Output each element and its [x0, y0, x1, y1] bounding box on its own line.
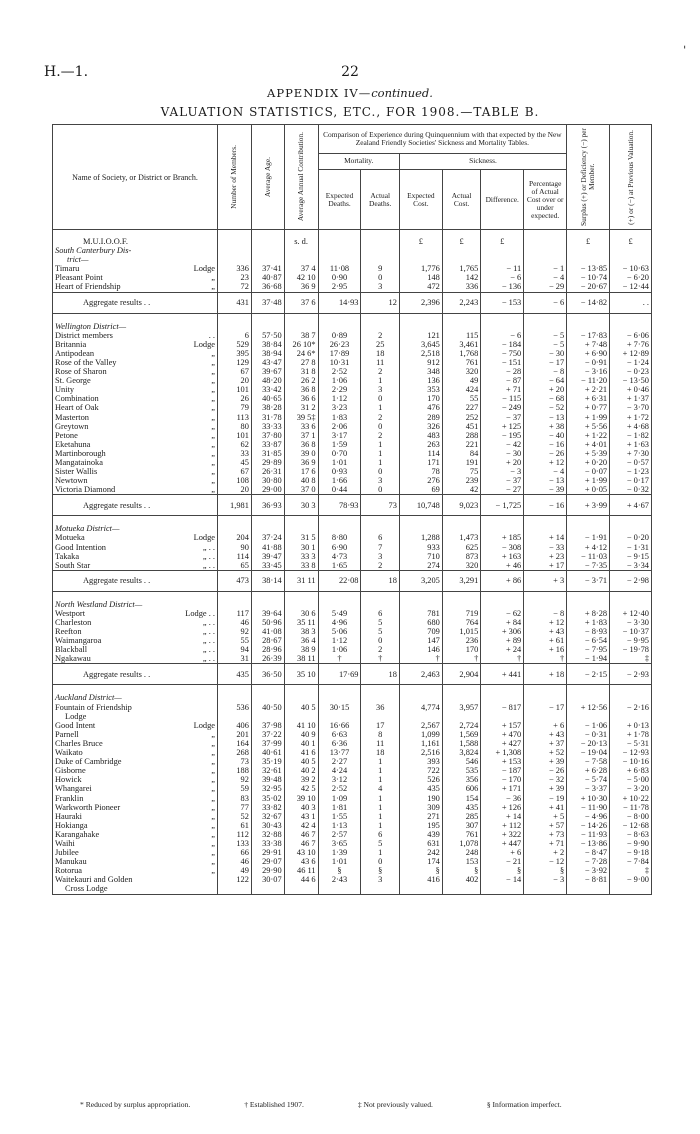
table-row: Sister Wallis „ 67 26·31 17 6 0·93 0 78 75 − 3 − 4 − 0·07 − 1·23 — [53, 467, 652, 476]
table-row: Howick „ 92 39·48 39 2 3·12 1 526 356 − 170 − 32 − 5·74 − 5·00 — [53, 775, 652, 784]
district-heading: Wellington District— — [53, 322, 652, 331]
table-row: Parnell „ 201 37·22 40 9 6·63 8 1,099 1,569 + 470 + 43 − 0·31 + 1·78 — [53, 730, 652, 739]
mortality-header: Mortality. — [318, 153, 399, 170]
table-row: Charleston „ . . 46 50·96 35 11 4·96 5 680 764 + 84 + 12 + 1·83 − 3·30 — [53, 618, 652, 627]
table-row: Britannia Lodge 529 38·84 26 10* 26·23 25 3,645 3,461 − 184 − 5 + 7·48 + 7·76 — [53, 340, 652, 349]
aggregate-row: Aggregate results . . 435 36·50 35 10 17·69 18 2,463 2,904 + 441 + 18 − 2·15 − 2·93 — [53, 664, 652, 685]
table-row: Rose of Sharon „ 67 39·67 31 8 2·52 2 348 320 − 28 − 8 − 3·16 − 0·23 — [53, 367, 652, 376]
table-row: Hauraki „ 52 32·67 43 1 1·55 1 271 285 + 14 + 5 − 4·96 − 8·00 — [53, 812, 652, 821]
footnote: ‡ Not previously valued. — [357, 1100, 433, 1109]
table-row: Waikato „ 268 40·61 41 6 13·77 18 2,516 3,824 + 1,308 + 52 − 19·04 − 12·93 — [53, 748, 652, 757]
footnote: * Reduced by surplus appropriation. — [80, 1100, 191, 1109]
table-row: Petone „ 101 37·80 37 1 3·17 2 483 288 − 195 − 40 + 1·22 − 1·82 — [53, 431, 652, 440]
district-heading: Motueka District— — [53, 524, 652, 533]
table-row: Whangarei „ 59 32·95 42 5 2·52 4 435 606 + 171 + 39 − 3·37 − 3·20 — [53, 784, 652, 793]
table-row: Charles Bruce „ 164 37·99 40 1 6·36 11 1,161 1,588 + 427 + 37 − 20·13 − 5·31 — [53, 739, 652, 748]
table-row: Fountain of Friendship 536 40·50 40 5 30·15 36 4,774 3,957 − 817 − 17 + 12·56 − 2·16 — [53, 703, 652, 712]
col-name-header: Name of Society, or District or Branch. — [53, 125, 218, 230]
table-row: Good Intention „ . . 90 41·88 30 1 6·90 7 933 625 − 308 − 33 + 4·12 − 1·31 — [53, 543, 652, 552]
page-number: 22 — [341, 64, 359, 80]
table-row: Eketahuna „ 62 33·87 36 8 1·59 1 263 221 − 42 − 16 + 4·01 + 1·63 — [53, 440, 652, 449]
table-row: Antipodean „ 395 38·94 24 6* 17·89 18 2,518 1,768 − 750 − 30 + 6·90 + 12·89 — [53, 349, 652, 358]
table-title: VALUATION STATISTICS, ETC., FOR 1908.—TABLE B. — [160, 105, 540, 119]
table-row: Warkworth Pioneer „ 77 33·82 40 3 1·81 1 309 435 + 126 + 41 − 11·90 − 11·78 — [53, 803, 652, 812]
footnote: § Information imperfect. — [486, 1100, 562, 1109]
units-row: M.U.I.O.O.F. s. d. £ £ £ £ £ — [53, 237, 652, 246]
table-row: Karangahake „ 112 32·88 46 7 2·57 6 439 761 + 322 + 73 − 11·93 − 8·63 — [53, 830, 652, 839]
district-heading: Auckland District— — [53, 693, 652, 702]
table-row: Franklin „ 83 35·02 39 10 1·09 1 190 154 − 36 − 19 + 10·30 + 10·22 — [53, 794, 652, 803]
sickness-header: Sickness. — [399, 153, 566, 170]
table-row: South Star „ . . 65 33·45 33 8 1·65 2 274 320 + 46 + 17 − 7·35 − 3·34 — [53, 561, 652, 571]
table-row: Ngakawau „ . . 31 26·39 38 11 † † † † † † − 1·94 ‡ — [53, 654, 652, 664]
table-row: Masterton „ 113 31·78 39 5‡ 1·83 2 289 252 − 37 − 13 + 1·99 + 1·72 — [53, 413, 652, 422]
table-row: Victoria Diamond „ 20 29·00 37 0 0·44 0 69 42 − 27 − 39 + 0·05 − 0·32 — [53, 485, 652, 495]
margin-mark: ˈ — [683, 44, 687, 58]
district-subtitle: South Canterbury Dis- — [53, 246, 218, 255]
society-name: M.U.I.O.O.F. — [53, 237, 218, 246]
col-contrib-header: Average Annual Contribution. — [284, 125, 318, 230]
valuation-table — [52, 124, 652, 895]
table-row: Blackball „ . . 94 28·96 38 9 1·06 2 146 170 + 24 + 16 − 7·95 − 19·78 — [53, 645, 652, 654]
table-row: Rose of the Valley „ 129 43·47 27 8 10·31 11 912 761 − 151 − 17 − 0·91 − 1·24 — [53, 358, 652, 367]
table-row: Takaka „ . . 114 39·47 33 3 4·73 3 710 873 + 163 + 23 − 11·03 − 9·15 — [53, 552, 652, 561]
table-row: Martinborough „ 33 31·85 39 0 0·70 1 114 84 − 30 − 26 + 5·39 + 7·30 — [53, 449, 652, 458]
table-row: Hokianga „ 61 30·43 42 4 1·13 1 195 307 + 112 + 57 − 14·26 − 12·68 — [53, 821, 652, 830]
col-difference-header: Difference. — [481, 170, 524, 230]
district-subtitle-cont: trict— — [53, 255, 218, 264]
table-row: Heart of Friendship „ 72 36·68 36 9 2·95 3 472 336 − 136 − 29 − 20·67 − 12·44 — [53, 282, 652, 292]
table-row: Manukau „ 46 29·07 43 6 1·01 0 174 153 − 21 − 12 − 7·28 − 7·84 — [53, 857, 652, 866]
table-row: Reefton „ . . 92 41·08 38 3 5·06 5 709 1,015 + 306 + 43 − 8·93 − 10·37 — [53, 627, 652, 636]
col-exp-deaths-header: Expected Deaths. — [318, 170, 361, 230]
table-row: Heart of Oak „ 79 38·28 31 2 3·23 1 476 227 − 249 − 52 + 0·77 − 3·70 — [53, 403, 652, 412]
comparison-header: Comparison of Experience during Quinquennium with that expected by the New Zealand Friendly Societies' Sickness and Mortality Tables. — [318, 125, 567, 154]
col-act-deaths-header: Actual Deaths. — [361, 170, 399, 230]
district-heading: North Westland District— — [53, 600, 652, 609]
col-age-header: Average Age. — [251, 125, 284, 230]
aggregate-row: Aggregate results . . 431 37·48 37 6 14·93 12 2,396 2,243 − 153 − 6 − 14·82 . . — [53, 292, 652, 313]
table-row: Jubilee „ 66 29·91 43 10 1·39 1 242 248 + 6 + 2 − 8·47 − 9·18 — [53, 848, 652, 857]
aggregate-row: Aggregate results . . 473 38·14 31 11 22·08 18 3,205 3,291 + 86 + 3 − 3·71 − 2·98 — [53, 570, 652, 591]
table-row: Good Intent Lodge 406 37·98 41 10 16·66 17 2,567 2,724 + 157 + 6 − 1·06 + 0·13 — [53, 721, 652, 730]
aggregate-row: Aggregate results . . 1,981 36·93 30 3 78·93 73 10,748 9,023 − 1,725 − 16 + 3·99 + 4·67 — [53, 495, 652, 516]
table-row: Greytown „ 80 33·33 33 6 2·06 0 326 451 + 125 + 38 + 5·56 + 4·68 — [53, 422, 652, 431]
table-row: Motueka Lodge 204 37·24 31 5 8·80 6 1,288 1,473 + 185 + 14 − 1·91 − 0·20 — [53, 533, 652, 542]
table-row: Unity „ 101 33·42 36 8 2·29 3 353 424 + 71 + 20 + 2·21 + 0·46 — [53, 385, 652, 394]
table-row: Newtown „ 108 30·80 40 8 1·66 3 276 239 − 37 − 13 + 1·99 − 0·17 — [53, 476, 652, 485]
col-members-header: Number of Members. — [218, 125, 252, 230]
table-row: Lodge — [53, 712, 652, 721]
appendix-heading: APPENDIX IV—continued. — [267, 86, 433, 100]
footnote: † Established 1907. — [244, 1100, 304, 1109]
table-row: Cross Lodge — [53, 884, 652, 894]
table-row: Westport Lodge . . 117 39·64 30 6 5·49 6 781 719 − 62 − 8 + 8·28 + 12·40 — [53, 609, 652, 618]
table-row: District members . . 6 57·50 38 7 0·89 2 121 115 − 6 − 5 − 17·83 − 6·06 — [53, 331, 652, 340]
table-row: Waimangaroa „ . . 55 28·67 36 4 1·12 0 147 236 + 89 + 61 − 6·54 − 9·95 — [53, 636, 652, 645]
col-pct-header: Percentage of Actual Cost over or under expected. — [524, 170, 567, 230]
table-row: Waitekauri and Golden 122 30·07 44 6 2·43 3 416 402 − 14 − 3 − 8·81 − 9·00 — [53, 875, 652, 884]
table-row: Mangatainoka „ 45 29·89 36 9 1·01 1 171 191 + 20 + 12 + 0·20 − 0·57 — [53, 458, 652, 467]
col-act-cost-header: Actual Cost. — [442, 170, 480, 230]
table-row: Pleasant Point „ 23 40·87 42 10 0·90 0 148 142 − 6 − 4 − 10·74 − 6·20 — [53, 273, 652, 282]
table-row: St. George „ 20 48·20 26 2 1·06 1 136 49 − 87 − 64 − 11·20 − 13·50 — [53, 376, 652, 385]
table-row: Rotorua „ 49 29·90 46 11 § § § § § § − 3·92 ‡ — [53, 866, 652, 875]
table-row: Combination „ 26 40·65 36 6 1·12 0 170 55 − 115 − 68 + 6·31 + 1·37 — [53, 394, 652, 403]
col-surplus-header: Surplus (+) or Deficiency (−) per Member. — [567, 125, 610, 230]
table-row: Timaru Lodge 336 37·41 37 4 11·08 9 1,776 1,765 − 11 − 1 − 13·85 − 10·63 — [53, 264, 652, 273]
col-prev-header: (+) or (−) at Previous Valuation. — [610, 125, 652, 230]
table-row: Waihi „ 133 33·38 46 7 3·65 5 631 1,078 + 447 + 71 − 13·86 − 9·90 — [53, 839, 652, 848]
document-code: H.—1. — [44, 64, 89, 80]
col-exp-cost-header: Expected Cost. — [399, 170, 442, 230]
table-row: Gisborne „ 188 32·61 40 2 4·24 1 722 535 − 187 − 26 + 6·28 + 6·83 — [53, 766, 652, 775]
footnotes — [80, 1100, 680, 1109]
table-row: Duke of Cambridge „ 73 35·19 40 5 2·27 1 393 546 + 153 + 39 − 7·58 − 10·16 — [53, 757, 652, 766]
